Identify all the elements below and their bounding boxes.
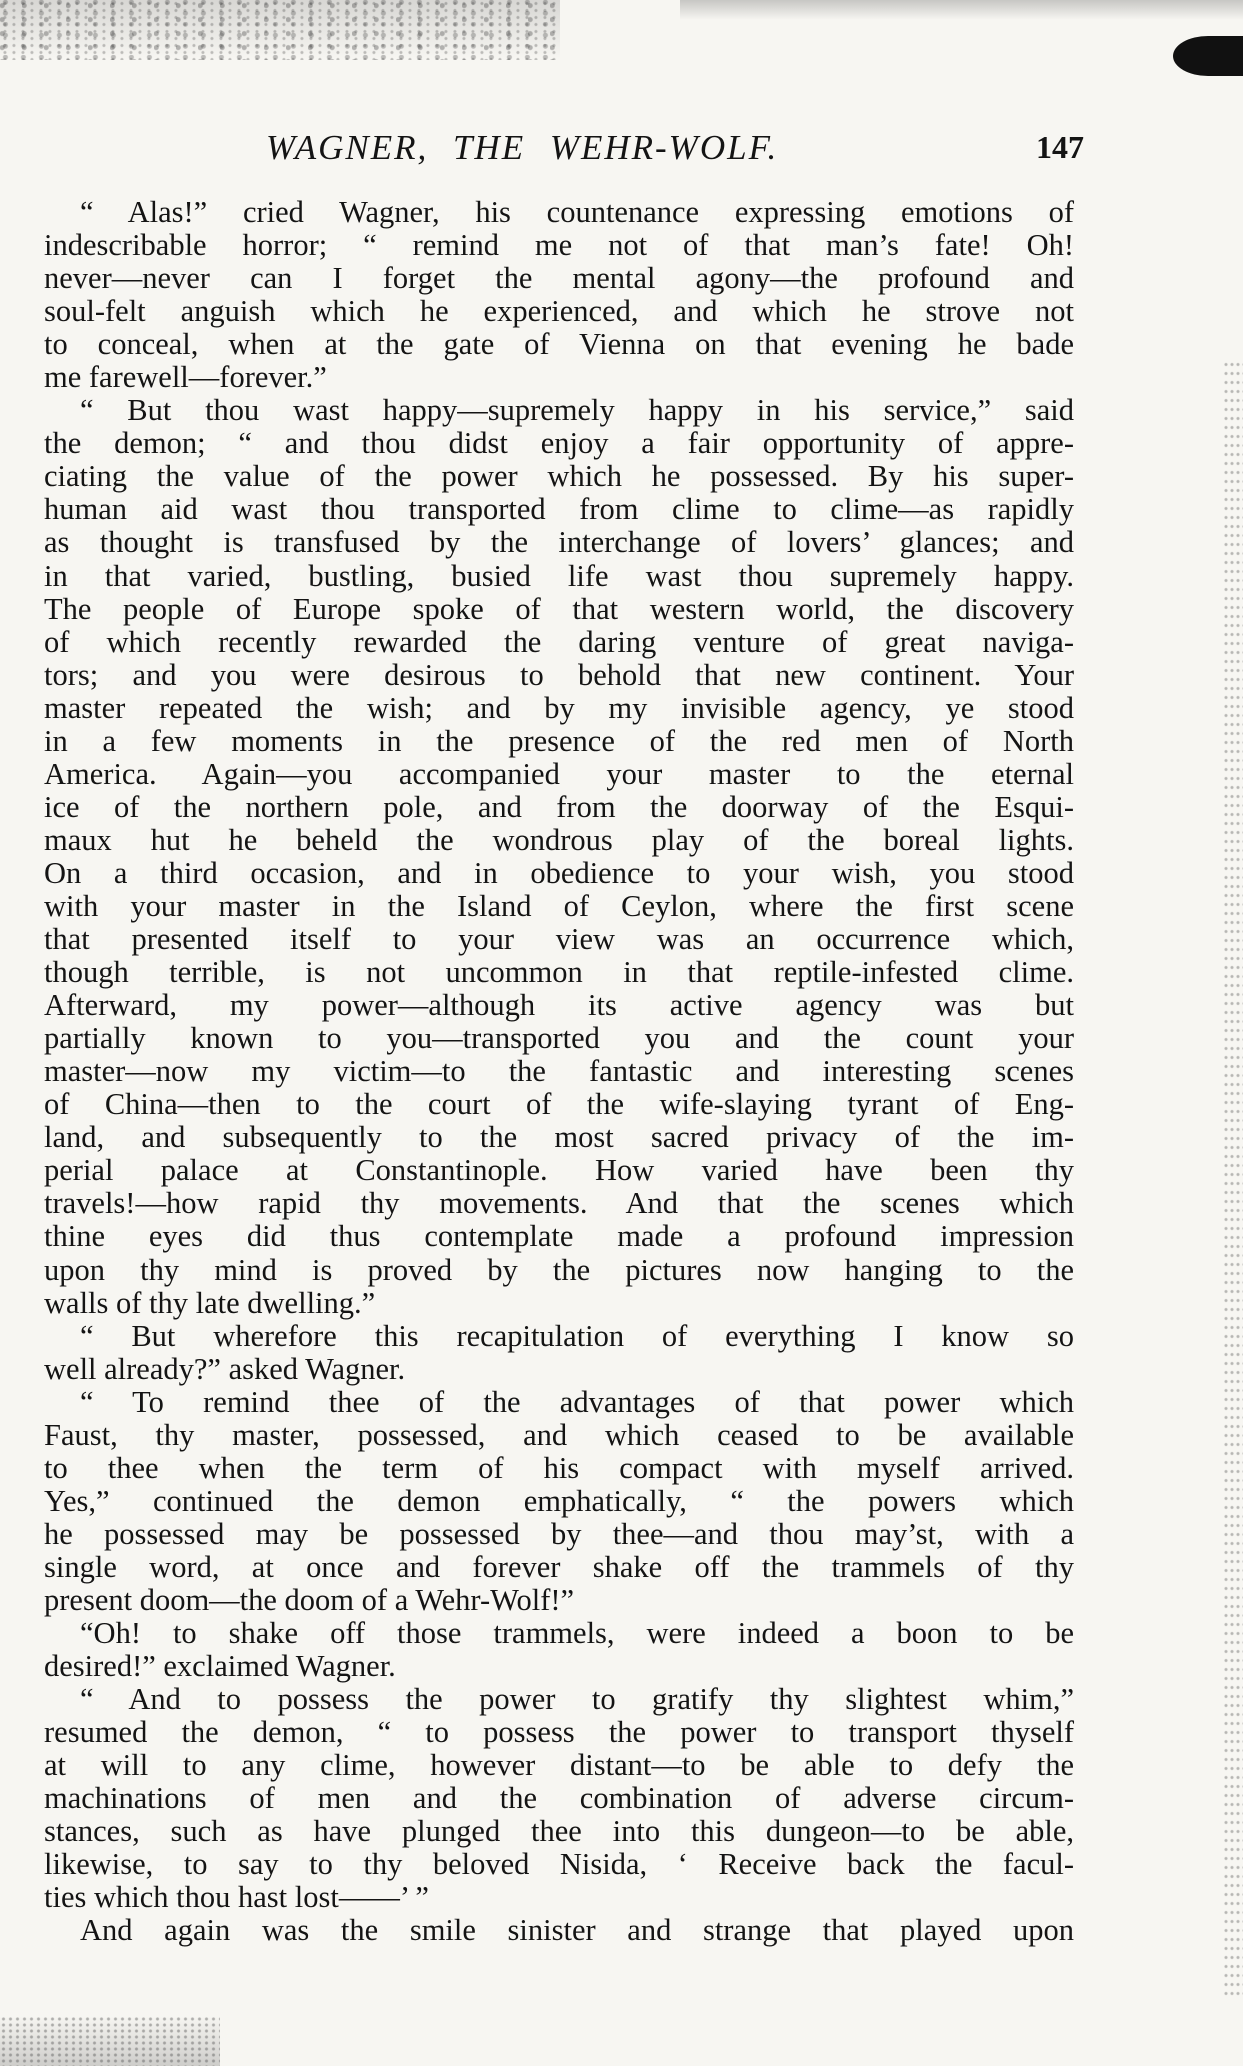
- text-line: master repeated the wish; and by my invisible agency, ye stood: [44, 690, 1074, 725]
- text-line: indescribable horror; “ remind me not of that man’s fate! Oh!: [44, 228, 1074, 263]
- text-line: me farewell—forever.”: [44, 360, 327, 395]
- scan-noise-top: [0, 0, 560, 60]
- text-line: resumed the demon, “ to possess the power to transport thyself: [44, 1715, 1074, 1750]
- text-line: never—never can I forget the mental agony—the profound and: [44, 261, 1074, 296]
- text-line: ciating the value of the power which he possessed. By his super-: [44, 459, 1074, 494]
- text-line: Faust, thy master, possessed, and which ceased to be available: [44, 1417, 1074, 1452]
- text-line: as thought is transfused by the interchange of lovers’ glances; and: [44, 525, 1074, 560]
- text-line: in that varied, bustling, busied life wast thou supremely happy.: [44, 558, 1074, 593]
- text-line: machinations of men and the combination of adverse circum-: [44, 1781, 1074, 1816]
- text-line: ties which thou hast lost——’ ”: [44, 1880, 429, 1915]
- text-line: And again was the smile sinister and strange that played upon: [80, 1913, 1074, 1948]
- text-line: that presented itself to your view was an occurrence which,: [44, 922, 1074, 957]
- text-line: upon thy mind is proved by the pictures now hanging to the: [44, 1252, 1074, 1287]
- text-line: “ But thou wast happy—supremely happy in his service,” said: [80, 393, 1074, 428]
- text-line: America. Again—you accompanied your master to the eternal: [44, 756, 1074, 791]
- text-line: “ But wherefore this recapitulation of everything I know so: [80, 1318, 1074, 1353]
- text-line: present doom—the doom of a Wehr-Wolf!”: [44, 1582, 575, 1617]
- text-line: walls of thy late dwelling.”: [44, 1285, 376, 1320]
- text-line: maux hut he beheld the wondrous play of the boreal lights.: [44, 822, 1074, 857]
- text-line: at will to any clime, however distant—to be able to defy the: [44, 1748, 1074, 1783]
- text-line: stances, such as have plunged thee into this dungeon—to be able,: [44, 1814, 1074, 1849]
- text-line: thine eyes did thus contemplate made a profound impression: [44, 1219, 1074, 1254]
- text-line: soul-felt anguish which he experienced, and which he strove not: [44, 294, 1074, 329]
- text-line: partially known to you—transported you and the count your: [44, 1021, 1074, 1056]
- text-line: the demon; “ and thou didst enjoy a fair opportunity of appre-: [44, 426, 1074, 461]
- text-line: master—now my victim—to the fantastic and interesting scenes: [44, 1054, 1074, 1089]
- page-number: 147: [1036, 129, 1084, 165]
- text-line: ice of the northern pole, and from the doorway of the Esqui-: [44, 789, 1074, 824]
- text-line: Afterward, my power—although its active agency was but: [44, 988, 1074, 1023]
- text-line: to thee when the term of his compact with myself arrived.: [44, 1450, 1074, 1485]
- page-edge-shadow: [1223, 360, 1243, 2000]
- text-line: Yes,” continued the demon emphatically, “ the powers which: [44, 1483, 1074, 1518]
- body-text: [44, 196, 1074, 1947]
- text-line: he possessed may be possessed by thee—and thou may’st, with a: [44, 1516, 1074, 1551]
- text-line: On a third occasion, and in obedience to your wish, you stood: [44, 855, 1074, 890]
- text-line: perial palace at Constantinople. How varied have been thy: [44, 1153, 1074, 1188]
- text-line: tors; and you were desirous to behold that new continent. Your: [44, 657, 1074, 692]
- text-line: though terrible, is not uncommon in that reptile-infested clime.: [44, 955, 1074, 990]
- text-line: well already?” asked Wagner.: [44, 1351, 406, 1386]
- running-title: WAGNER, THE WEHR-WOLF.: [266, 128, 779, 167]
- scan-noise-top-right: [680, 0, 1243, 20]
- text-line: “ And to possess the power to gratify thy slightest whim,”: [80, 1682, 1074, 1717]
- text-line: “ Alas!” cried Wagner, his countenance expressing emotions of: [80, 195, 1074, 229]
- text-line: single word, at once and forever shake off the trammels of thy: [44, 1549, 1074, 1584]
- text-line: in a few moments in the presence of the red men of North: [44, 723, 1074, 758]
- text-line: of which recently rewarded the daring venture of great naviga-: [44, 624, 1074, 659]
- text-line: “ To remind thee of the advantages of that power which: [80, 1384, 1074, 1419]
- text-line: human aid wast thou transported from clime to clime—as rapidly: [44, 492, 1074, 527]
- scan-noise-bottom: [0, 2016, 220, 2066]
- text-line: of China—then to the court of the wife-slaying tyrant of Eng-: [44, 1087, 1074, 1122]
- text-line: The people of Europe spoke of that western world, the discovery: [44, 591, 1074, 626]
- text-line: with your master in the Island of Ceylon, where the first scene: [44, 888, 1074, 923]
- ink-blot-mark: [1173, 36, 1243, 76]
- text-line: land, and subsequently to the most sacred privacy of the im-: [44, 1120, 1074, 1155]
- text-line: likewise, to say to thy beloved Nisida, ‘ Receive back the facul-: [44, 1847, 1074, 1882]
- running-header: [44, 128, 1084, 178]
- text-line: travels!—how rapid thy movements. And that the scenes which: [44, 1186, 1074, 1221]
- text-line: “Oh! to shake off those trammels, were indeed a boon to be: [80, 1616, 1074, 1651]
- text-line: to conceal, when at the gate of Vienna on that evening he bade: [44, 327, 1074, 362]
- text-line: desired!” exclaimed Wagner.: [44, 1649, 396, 1684]
